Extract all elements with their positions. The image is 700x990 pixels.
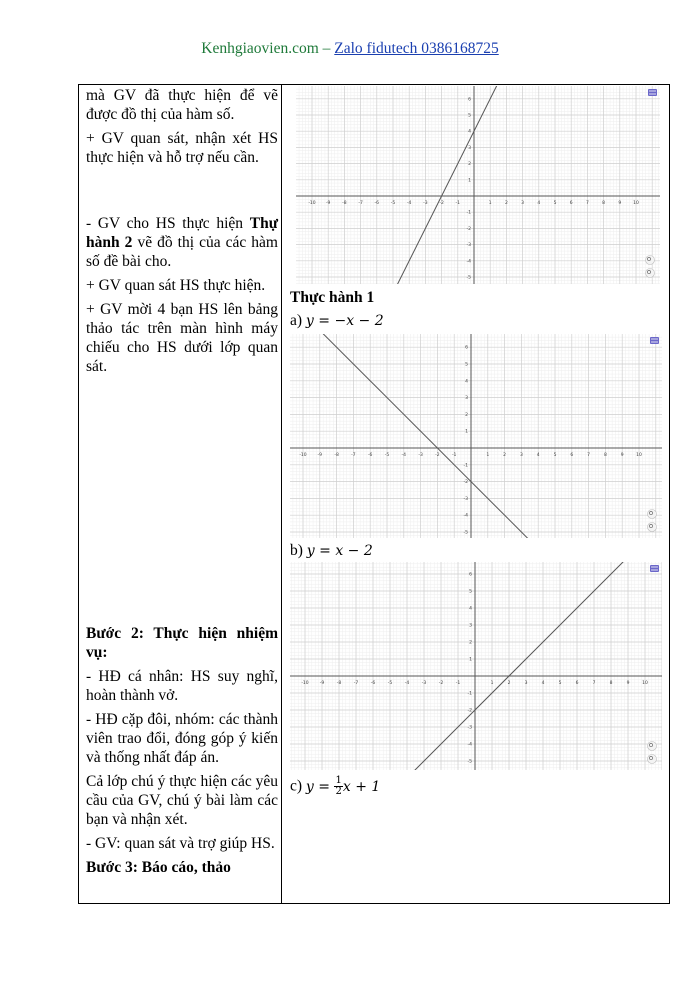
x-tick-label: 10 bbox=[633, 201, 639, 206]
x-tick-label: -7 bbox=[351, 453, 356, 458]
x-tick-label: 6 bbox=[569, 201, 573, 206]
step2-title: Bước 2: Thực hiện nhiệm vụ: bbox=[86, 625, 278, 661]
paragraph-5: + GV mời 4 bạn HS lên bảng thảo tác trên màn hình máy chiếu cho HS dưới lớp quan sát. bbox=[86, 301, 278, 375]
x-tick-label: 5 bbox=[553, 453, 557, 458]
x-tick-label: -8 bbox=[336, 681, 342, 686]
x-tick-label: 4 bbox=[537, 201, 541, 206]
y-tick-label: -3 bbox=[467, 725, 472, 731]
y-tick-label: -5 bbox=[466, 275, 471, 281]
y-tick-label: 4 bbox=[468, 129, 471, 135]
x-tick-label: 7 bbox=[592, 681, 596, 686]
y-tick-label: 1 bbox=[469, 657, 472, 663]
x-tick-label: 1 bbox=[490, 681, 494, 686]
x-tick-label: -3 bbox=[423, 201, 428, 206]
x-tick-label: -7 bbox=[358, 201, 363, 206]
y-tick-label: -3 bbox=[463, 496, 468, 502]
x-tick-label: -10 bbox=[301, 681, 309, 686]
x-tick-label: 6 bbox=[570, 453, 574, 458]
x-tick-label: -2 bbox=[435, 453, 440, 458]
y-tick-label: -4 bbox=[466, 259, 471, 265]
y-tick-label: -4 bbox=[467, 742, 472, 748]
x-tick-label: -1 bbox=[451, 453, 457, 458]
x-tick-label: 2 bbox=[503, 453, 507, 458]
paragraph-7: - HĐ cặp đôi, nhóm: các thành viên trao đổi, đóng góp ý kiến và thống nhất đáp án. bbox=[86, 711, 278, 766]
graph-settings-icon bbox=[648, 89, 657, 96]
x-tick-label: -4 bbox=[401, 453, 407, 458]
graph-2 bbox=[290, 334, 662, 538]
left-column bbox=[86, 86, 278, 172]
x-tick-label: -8 bbox=[334, 453, 339, 458]
x-tick-label: 9 bbox=[620, 453, 624, 458]
y-tick-label: 3 bbox=[468, 145, 471, 151]
x-tick-label: 8 bbox=[602, 201, 606, 206]
paragraph-2: + GV quan sát, nhận xét HS thực hiện và hỗ trợ nếu cần. bbox=[86, 130, 278, 166]
contact-link[interactable]: Zalo fidutech 0386168725 bbox=[334, 40, 499, 57]
x-tick-label: 1 bbox=[488, 201, 492, 206]
y-tick-label: 1 bbox=[468, 178, 471, 184]
y-tick-label: -1 bbox=[467, 691, 472, 697]
label-a: a) y = −x − 2 bbox=[290, 312, 384, 329]
graph-y-neg-x-minus-2-line bbox=[290, 334, 662, 538]
paragraph-6: - HĐ cá nhân: HS suy nghĩ, hoàn thành vở. bbox=[86, 668, 278, 704]
equation-b: y = x − 2 bbox=[306, 543, 373, 559]
paragraph-8: Cả lớp chú ý thực hiện các yêu cầu của GV, chú ý bài làm các bạn và nhận xét. bbox=[86, 773, 278, 828]
y-tick-label: 6 bbox=[465, 345, 468, 351]
x-tick-label: 4 bbox=[541, 681, 545, 686]
y-tick-label: 3 bbox=[465, 396, 468, 402]
x-tick-label: 4 bbox=[536, 453, 540, 458]
x-tick-label: -6 bbox=[367, 453, 373, 458]
zoom-out-icon bbox=[646, 269, 655, 278]
x-tick-label: -3 bbox=[421, 681, 427, 686]
x-tick-label: -9 bbox=[317, 453, 323, 458]
x-tick-label: 2 bbox=[507, 681, 511, 686]
y-tick-label: -2 bbox=[466, 226, 471, 232]
x-tick-label: 5 bbox=[558, 681, 562, 686]
x-tick-label: -8 bbox=[342, 201, 347, 206]
y-tick-label: -5 bbox=[463, 530, 468, 536]
x-tick-label: -2 bbox=[438, 681, 444, 686]
x-tick-label: 5 bbox=[553, 201, 557, 206]
y-tick-label: 3 bbox=[469, 623, 472, 629]
paragraph-1: mà GV đã thực hiện để vẽ được đồ thị của hàm số. bbox=[86, 87, 278, 123]
x-tick-label: -6 bbox=[374, 201, 380, 206]
y-tick-label: -5 bbox=[467, 759, 472, 765]
x-tick-label: -4 bbox=[406, 201, 412, 206]
x-tick-label: 3 bbox=[521, 201, 525, 206]
y-tick-label: -1 bbox=[463, 463, 468, 469]
y-tick-label: -2 bbox=[467, 708, 472, 714]
x-tick-label: 7 bbox=[585, 201, 589, 206]
y-tick-label: 4 bbox=[469, 606, 472, 612]
x-tick-label: -2 bbox=[439, 201, 444, 206]
x-tick-label: 8 bbox=[609, 681, 613, 686]
x-tick-label: 10 bbox=[636, 453, 642, 458]
label-c: c) y = $\frac{1}{2}$ x + 1 bbox=[290, 775, 381, 797]
x-tick-label: 3 bbox=[524, 681, 528, 686]
y-tick-label: -2 bbox=[463, 480, 468, 486]
x-tick-label: -10 bbox=[308, 201, 316, 206]
x-tick-label: -9 bbox=[319, 681, 325, 686]
zoom-in-icon bbox=[648, 742, 657, 751]
zoom-out-icon bbox=[648, 523, 657, 532]
paragraph-3: - GV cho HS thực hiện Thự hành 2 vẽ đồ thị của các hàm số đề bài cho. bbox=[86, 215, 278, 270]
y-tick-label: -1 bbox=[466, 210, 471, 216]
x-tick-label: -1 bbox=[455, 201, 461, 206]
x-tick-label: -5 bbox=[390, 201, 396, 206]
x-tick-label: -7 bbox=[353, 681, 359, 686]
graph-3 bbox=[290, 562, 662, 770]
graph-settings-icon bbox=[650, 565, 659, 572]
x-tick-label: -5 bbox=[387, 681, 393, 686]
x-tick-label: -4 bbox=[404, 681, 410, 686]
label-b: b) y = x − 2 bbox=[290, 542, 373, 559]
y-tick-label: 2 bbox=[468, 162, 471, 168]
y-tick-label: 2 bbox=[469, 640, 472, 646]
paragraph-9: - GV: quan sát và trợ giúp HS. bbox=[86, 835, 275, 852]
x-tick-label: 9 bbox=[626, 681, 630, 686]
y-tick-label: 6 bbox=[469, 572, 472, 578]
y-tick-label: 5 bbox=[465, 362, 468, 368]
zoom-in-icon bbox=[646, 256, 655, 265]
section-title: Thực hành 1 bbox=[290, 289, 375, 306]
x-tick-label: 9 bbox=[618, 201, 622, 206]
x-tick-label: 7 bbox=[587, 453, 591, 458]
left-column-block-3 bbox=[86, 624, 278, 882]
equation-c: y = $\frac{1}{2}$ x + 1 bbox=[305, 775, 381, 797]
site-name: Kenhgiaovien.com bbox=[201, 40, 319, 57]
zoom-in-icon bbox=[648, 510, 657, 519]
step3-title: Bước 3: Báo cáo, thảo bbox=[86, 859, 231, 876]
x-tick-label: -10 bbox=[299, 453, 307, 458]
left-column-block-2 bbox=[86, 214, 278, 381]
x-tick-label: -3 bbox=[418, 453, 423, 458]
x-tick-label: -5 bbox=[384, 453, 390, 458]
zoom-out-icon bbox=[648, 755, 657, 764]
page-header bbox=[0, 40, 700, 58]
paragraph-4: + GV quan sát HS thực hiện. bbox=[86, 277, 266, 294]
header-separator: – bbox=[318, 40, 335, 57]
y-tick-label: -4 bbox=[463, 513, 468, 519]
y-tick-label: 5 bbox=[469, 589, 472, 595]
x-tick-label: 6 bbox=[575, 681, 579, 686]
equation-a: y = −x − 2 bbox=[305, 313, 384, 329]
x-tick-label: 1 bbox=[486, 453, 490, 458]
x-tick-label: 2 bbox=[504, 201, 508, 206]
x-tick-label: 8 bbox=[603, 453, 607, 458]
y-tick-label: 2 bbox=[465, 412, 468, 418]
y-tick-label: 1 bbox=[465, 429, 468, 435]
x-tick-label: 10 bbox=[642, 681, 648, 686]
x-tick-label: -6 bbox=[370, 681, 376, 686]
x-tick-label: -9 bbox=[325, 201, 331, 206]
graph-1 bbox=[296, 86, 660, 284]
y-tick-label: 4 bbox=[465, 379, 468, 385]
y-tick-label: -3 bbox=[466, 243, 471, 249]
x-tick-label: 3 bbox=[519, 453, 523, 458]
y-tick-label: 6 bbox=[468, 97, 471, 103]
y-tick-label: 5 bbox=[468, 113, 471, 119]
graph-settings-icon bbox=[650, 337, 659, 344]
x-tick-label: -1 bbox=[455, 681, 461, 686]
